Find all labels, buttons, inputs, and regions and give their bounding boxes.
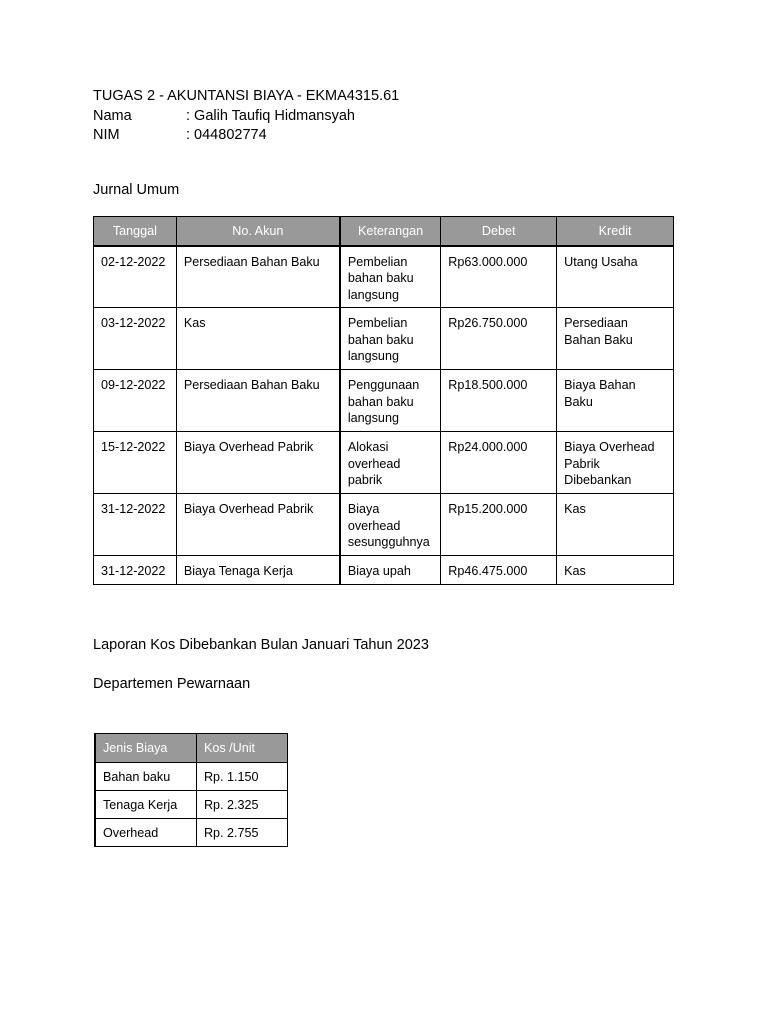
journal-title: Jurnal Umum — [93, 182, 180, 198]
cell-debet: Rp26.750.000 — [441, 308, 557, 370]
name-label: Nama — [93, 107, 132, 124]
cell-jenis: Bahan baku — [95, 763, 196, 791]
cell-tanggal: 15-12-2022 — [94, 432, 177, 494]
cell-kredit: Biaya Bahan Baku — [557, 370, 674, 432]
table-row — [94, 308, 674, 370]
table-row — [94, 432, 674, 494]
col-header-tanggal: Tanggal — [94, 217, 177, 246]
cell-debet: Rp18.500.000 — [441, 370, 557, 432]
nim-value: : 044802774 — [186, 127, 267, 143]
cell-keterangan: Biaya overhead sesungguhnya — [340, 494, 441, 556]
table-row — [94, 370, 674, 432]
cell-keterangan: Pembelian bahan baku langsung — [340, 246, 441, 308]
cost-table — [94, 733, 288, 847]
document-title: TUGAS 2 - AKUNTANSI BIAYA - EKMA4315.61 — [93, 88, 400, 104]
cell-kredit: Kas — [557, 556, 674, 585]
table-row — [95, 791, 288, 819]
cell-keterangan: Biaya upah — [340, 556, 441, 585]
cell-akun: Biaya Tenaga Kerja — [176, 556, 339, 585]
cell-debet: Rp24.000.000 — [441, 432, 557, 494]
nim-row — [93, 126, 399, 146]
journal-table — [93, 216, 674, 585]
cell-keterangan: Pembelian bahan baku langsung — [340, 308, 441, 370]
col-header-kos-unit: Kos /Unit — [196, 734, 287, 763]
col-header-jenis-biaya: Jenis Biaya — [95, 734, 196, 763]
table-row — [94, 246, 674, 308]
nim-label: NIM — [93, 127, 120, 143]
cell-akun: Biaya Overhead Pabrik — [176, 494, 339, 556]
cell-tanggal: 02-12-2022 — [94, 246, 177, 308]
cell-akun: Biaya Overhead Pabrik — [176, 432, 339, 494]
cell-debet: Rp46.475.000 — [441, 556, 557, 585]
cell-kredit: Persediaan Bahan Baku — [557, 308, 674, 370]
document-header — [93, 87, 399, 146]
cell-tanggal: 31-12-2022 — [94, 494, 177, 556]
cell-kos: Rp. 1.150 — [196, 763, 287, 791]
table-row — [94, 494, 674, 556]
col-header-keterangan: Keterangan — [340, 217, 441, 246]
name-value: : Galih Taufiq Hidmansyah — [186, 107, 355, 124]
journal-header-row — [94, 217, 674, 246]
table-row — [95, 763, 288, 791]
cell-kos: Rp. 2.325 — [196, 791, 287, 819]
cell-kredit: Utang Usaha — [557, 246, 674, 308]
cell-tanggal: 09-12-2022 — [94, 370, 177, 432]
col-header-akun: No. Akun — [176, 217, 339, 246]
cell-keterangan: Penggunaan bahan baku langsung — [340, 370, 441, 432]
col-header-debet: Debet — [441, 217, 557, 246]
cell-akun: Kas — [176, 308, 339, 370]
table-row — [95, 819, 288, 847]
cell-kos: Rp. 2.755 — [196, 819, 287, 847]
table-row — [94, 556, 674, 585]
cell-jenis: Overhead — [95, 819, 196, 847]
cell-akun: Persediaan Bahan Baku — [176, 370, 339, 432]
cost-header-row — [95, 734, 288, 763]
cell-keterangan: Alokasi overhead pabrik — [340, 432, 441, 494]
cell-debet: Rp63.000.000 — [441, 246, 557, 308]
name-row — [93, 107, 399, 127]
report-title: Laporan Kos Dibebankan Bulan Januari Tahun 2023 — [93, 637, 429, 653]
cell-debet: Rp15.200.000 — [441, 494, 557, 556]
cell-kredit: Kas — [557, 494, 674, 556]
cell-jenis: Tenaga Kerja — [95, 791, 196, 819]
cell-kredit: Biaya Overhead Pabrik Dibebankan — [557, 432, 674, 494]
department-title: Departemen Pewarnaan — [93, 676, 251, 692]
col-header-kredit: Kredit — [557, 217, 674, 246]
cell-tanggal: 31-12-2022 — [94, 556, 177, 585]
cell-tanggal: 03-12-2022 — [94, 308, 177, 370]
cell-akun: Persediaan Bahan Baku — [176, 246, 339, 308]
